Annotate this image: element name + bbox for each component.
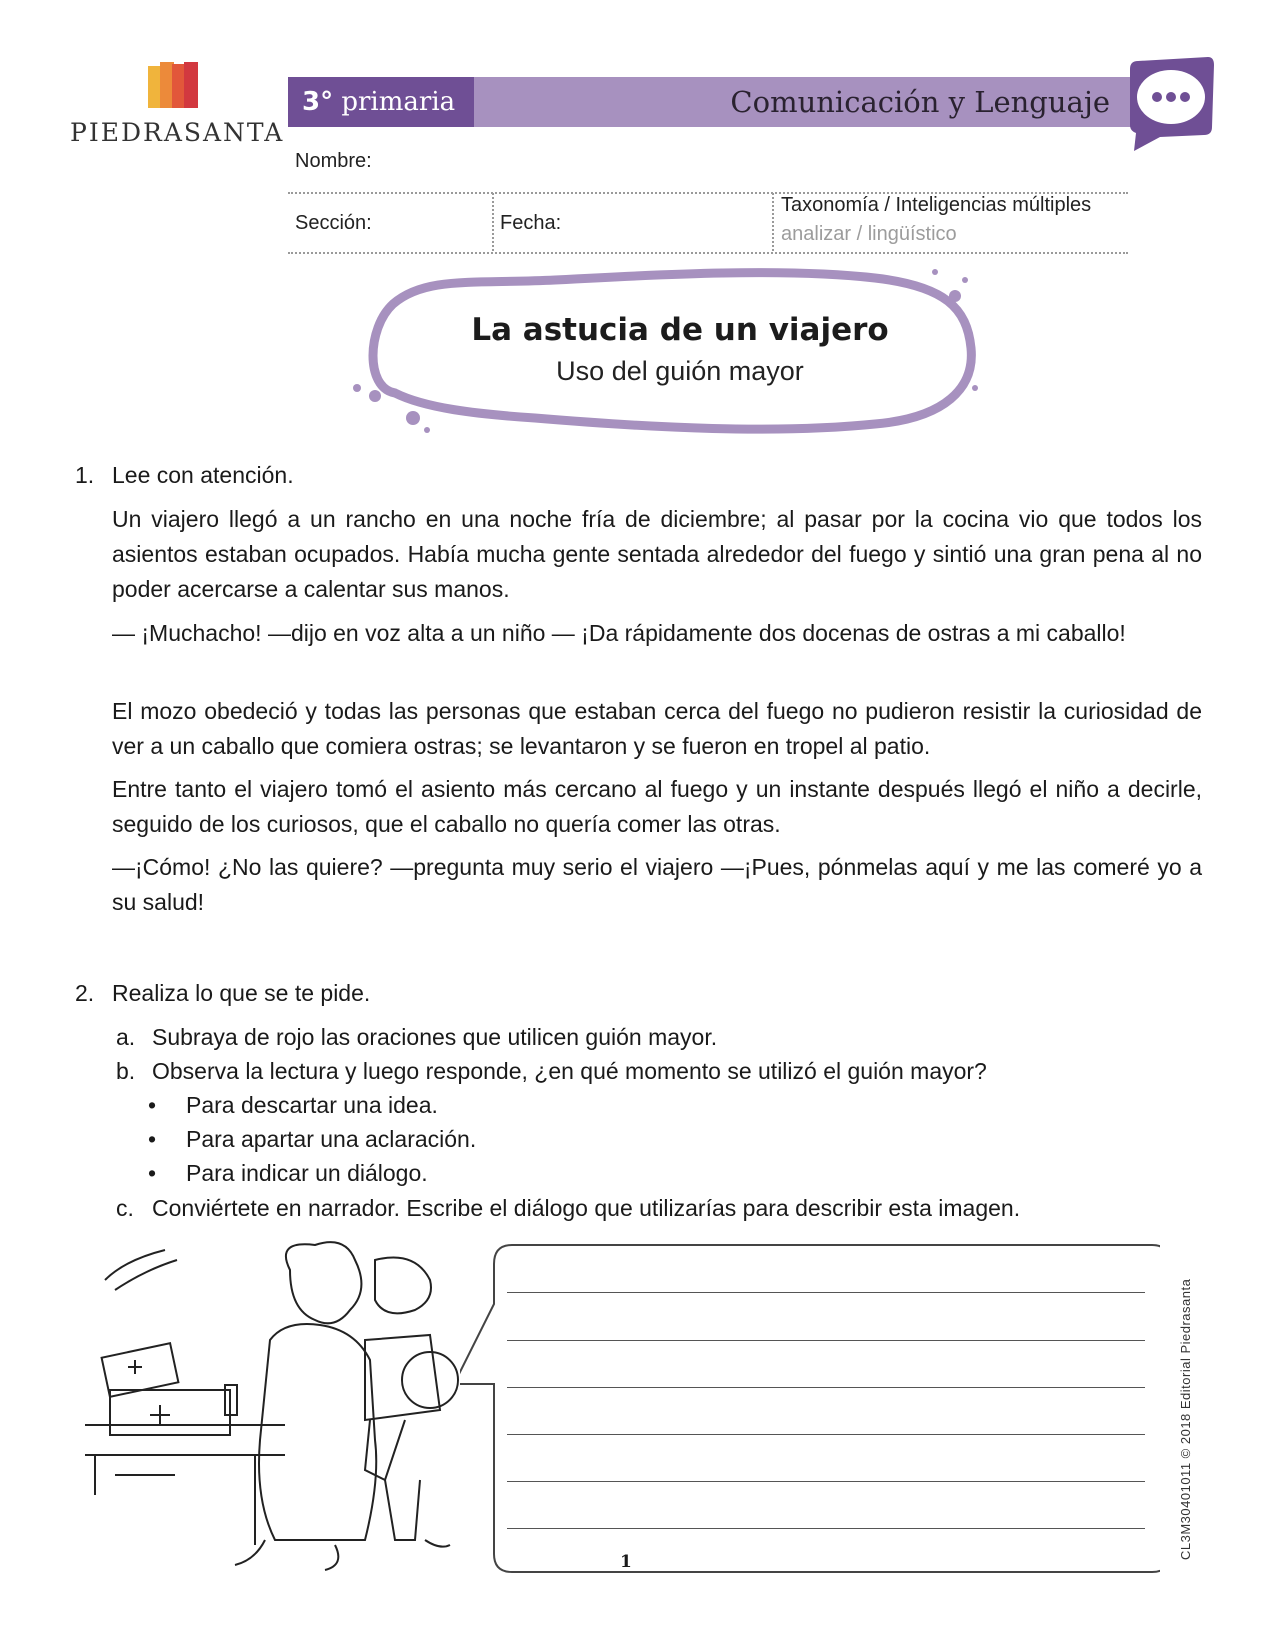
taxonomia-value: analizar / lingüístico — [781, 223, 957, 245]
chat-bubble-icon — [1128, 57, 1214, 153]
title-cloud-frame — [335, 268, 985, 438]
reading-paragraph: — ¡Muchacho! —dijo en voz alta a un niño — ¡Da rápidamente dos docenas de ostras a mi caballo! — [112, 620, 1126, 646]
item-letter: a. — [116, 1024, 136, 1050]
field-divider — [492, 193, 494, 251]
item-c-text: Conviértete en narrador. Escribe el diálogo que utilizarías para describir esta imagen. — [152, 1195, 1021, 1221]
nombre-label: Nombre: — [295, 150, 372, 172]
nurse-and-boy-illustration — [85, 1240, 470, 1580]
subject-title: Comunicación y Lenguaje — [730, 85, 1110, 119]
item-a-text: Subraya de rojo las oraciones que utilicen guión mayor. — [152, 1024, 718, 1050]
reading-paragraph: Entre tanto el viajero tomó el asiento más cercano al fuego y un instante después llegó el niño a decirle, seguido de los curiosos, que el caballo no quería comer las otras. — [112, 776, 1202, 837]
page-number: 1 — [620, 1552, 632, 1572]
item-letter: b. — [116, 1058, 136, 1084]
field-divider — [772, 193, 774, 251]
bullet-icon: • — [148, 1160, 157, 1186]
answer-line[interactable] — [507, 1434, 1145, 1435]
item-b-text: Observa la lectura y luego responde, ¿en qué momento se utilizó el guión mayor? — [152, 1058, 987, 1084]
seccion-label: Sección: — [295, 212, 372, 234]
item-letter: c. — [116, 1195, 134, 1221]
worksheet-subtitle: Uso del guión mayor — [556, 356, 804, 386]
copyright-code: CL3M30401011 © 2018 Editorial Piedrasanta — [1178, 1278, 1193, 1560]
grade-number: 3° — [302, 87, 334, 117]
answer-speech-bubble — [460, 1244, 1160, 1574]
option-1: Para descartar una idea. — [186, 1092, 438, 1118]
bullet-icon: • — [148, 1092, 157, 1118]
taxonomia-label: Taxonomía / Inteligencias múltiples — [781, 194, 1092, 216]
answer-line[interactable] — [507, 1528, 1145, 1529]
logo-text: PIEDRASANTA — [70, 118, 285, 147]
piedrasanta-logo-icon — [148, 62, 200, 110]
option-2: Para apartar una aclaración. — [186, 1126, 477, 1152]
reading-paragraph: —¡Cómo! ¿No las quiere? —pregunta muy serio el viajero —¡Pues, pónmelas aquí y me las comeré yo a su salud! — [112, 854, 1202, 915]
fecha-label: Fecha: — [500, 212, 562, 234]
answer-line[interactable] — [507, 1387, 1145, 1388]
question-2-prompt: Realiza lo que se te pide. — [112, 980, 371, 1006]
grade-word: primaria — [341, 87, 456, 117]
question-1-prompt: Lee con atención. — [112, 462, 294, 488]
question-2-number: 2. — [75, 980, 95, 1006]
grade-label — [288, 77, 474, 127]
reading-paragraph: Un viajero llegó a un rancho en una noche fría de diciembre; al pasar por la cocina vio que todos los asientos estaban ocupados. Había mucha gente sentada alrededor del fuego y sintió una gran pena al no poder acercarse a calentar sus manos. — [112, 506, 1202, 602]
answer-line[interactable] — [507, 1292, 1145, 1293]
question-1-number: 1. — [75, 462, 95, 488]
answer-line[interactable] — [507, 1481, 1145, 1482]
reading-paragraph: El mozo obedeció y todas las personas que estaban cerca del fuego no pudieron resistir la curiosidad de ver a un caballo que comiera ostras; se levantaron y se fueron en tropel al patio. — [112, 698, 1202, 759]
worksheet-title: La astucia de un viajero — [471, 312, 889, 348]
field-divider — [288, 252, 1128, 254]
bullet-icon: • — [148, 1126, 157, 1152]
answer-line[interactable] — [507, 1340, 1145, 1341]
option-3: Para indicar un diálogo. — [186, 1160, 428, 1186]
